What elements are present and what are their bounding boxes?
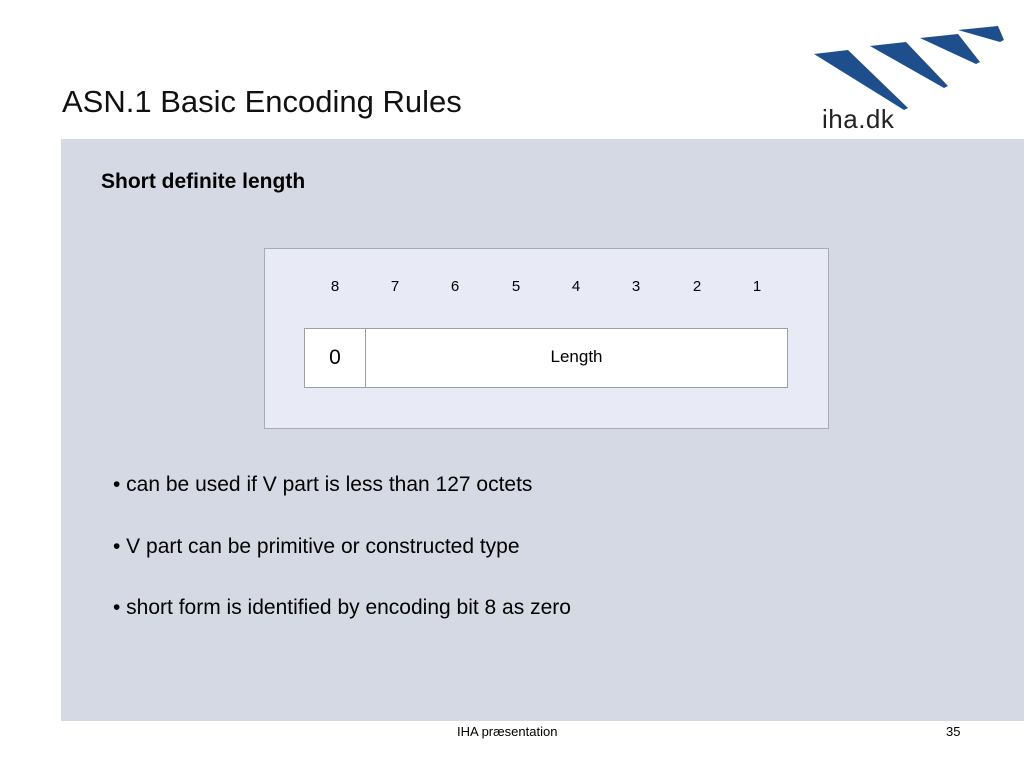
bit-label-4: 4	[571, 278, 581, 295]
content-panel	[61, 139, 1024, 721]
bullet-item-1: • can be used if V part is less than 127 octets	[113, 473, 533, 496]
bit-label-1: 1	[752, 278, 762, 295]
bit-label-2: 2	[692, 278, 702, 295]
bit-label-3: 3	[631, 278, 641, 295]
slide-subtitle: Short definite length	[101, 170, 306, 193]
bullet-item-2: • V part can be primitive or constructed type	[113, 535, 520, 558]
logo-text: iha.dk	[822, 104, 895, 134]
footer-page-number: 35	[946, 724, 961, 739]
bit-label-7: 7	[390, 278, 400, 295]
slide-title: ASN.1 Basic Encoding Rules	[62, 84, 462, 119]
bit-label-6: 6	[450, 278, 460, 295]
bit-label-8: 8	[330, 278, 340, 295]
length-octet	[304, 328, 788, 388]
bit-label-5: 5	[511, 278, 521, 295]
bullet-item-3: • short form is identified by encoding bit 8 as zero	[113, 596, 571, 619]
length-field-cell: Length	[550, 347, 603, 366]
bit8-cell: 0	[305, 329, 366, 387]
footer-presentation-name: IHA præsentation	[457, 724, 558, 739]
